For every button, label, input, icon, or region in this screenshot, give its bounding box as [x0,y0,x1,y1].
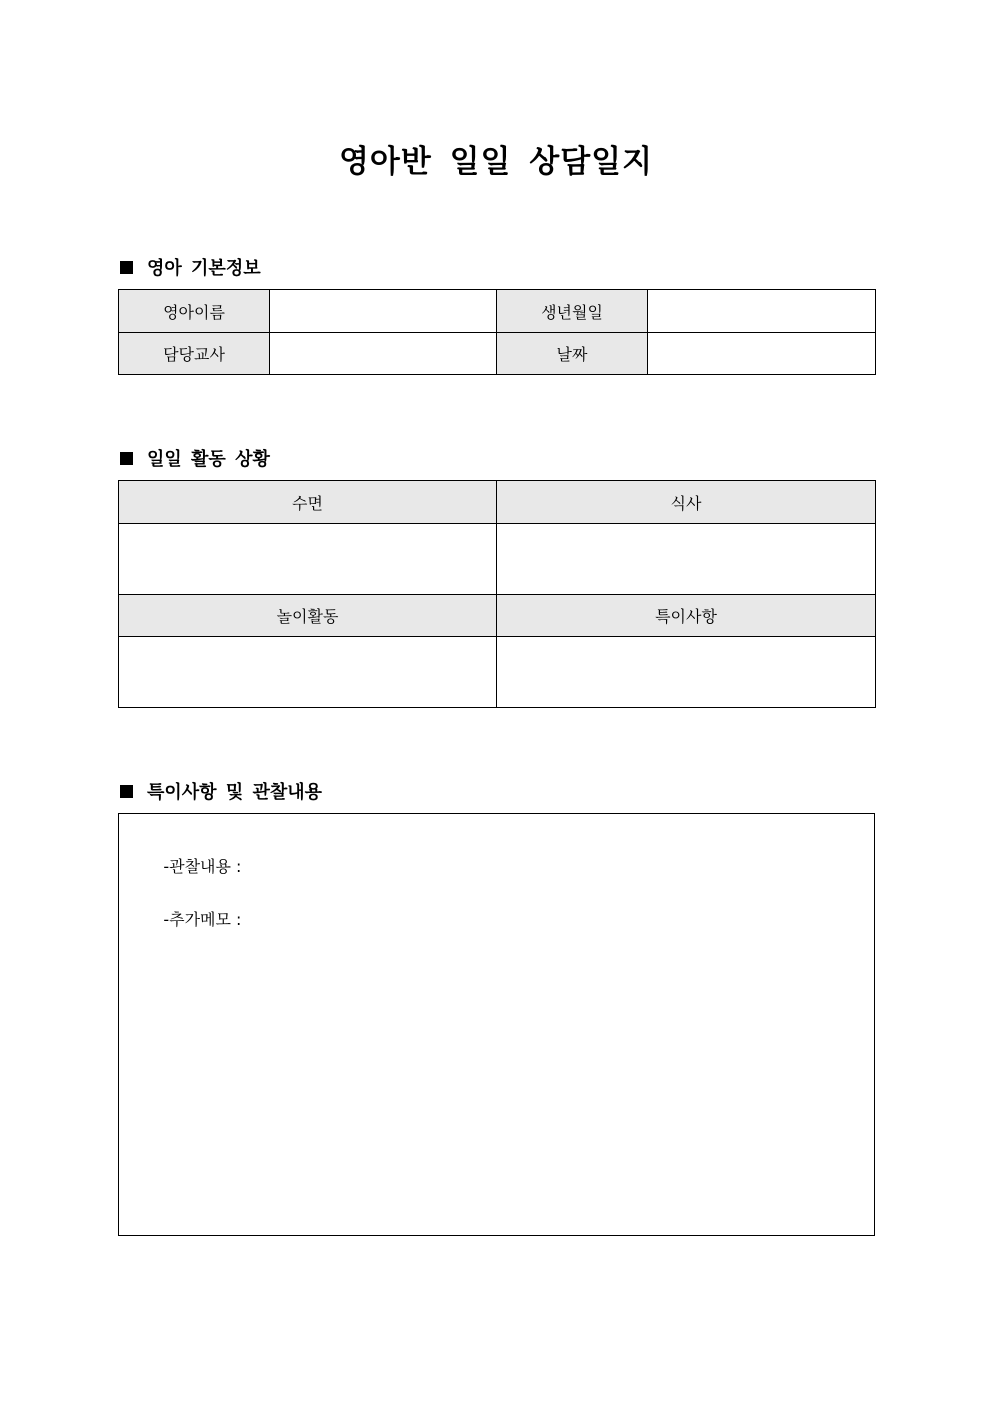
square-bullet-icon [120,452,133,465]
basic-info-heading [118,254,261,280]
date-field[interactable] [648,333,876,375]
additional-memo-line [143,888,241,968]
daily-activity-heading [118,445,270,471]
meal-label: 식사 [497,481,876,524]
daily-activity-table [118,480,876,708]
sleep-label: 수면 [119,481,497,524]
birth-date-field[interactable] [648,290,876,333]
square-bullet-icon [120,261,133,274]
meal-field[interactable] [497,524,876,595]
basic-info-row [119,290,876,333]
activity-header-row [119,481,876,524]
date-label: 날짜 [497,333,648,375]
activity-value-row [119,637,876,708]
activity-header-row [119,595,876,637]
play-activity-label: 놀이활동 [119,595,497,637]
special-notes-label: 특이사항 [497,595,876,637]
activity-value-row [119,524,876,595]
observations-heading [118,778,322,804]
observations-heading-text: 특이사항 및 관찰내용 [147,782,323,803]
observations-memo-box[interactable] [118,813,875,1236]
basic-info-row [119,333,876,375]
sleep-field[interactable] [119,524,497,595]
observation-label: -관찰내용 : [163,857,242,876]
basic-info-table [118,289,876,375]
basic-info-heading-text: 영아 기본정보 [147,258,261,279]
infant-name-field[interactable] [270,290,497,333]
birth-date-label: 생년월일 [497,290,648,333]
infant-name-label: 영아이름 [119,290,270,333]
teacher-field[interactable] [270,333,497,375]
special-notes-field[interactable] [497,637,876,708]
daily-activity-heading-text: 일일 활동 상황 [147,449,270,470]
additional-memo-label: -추가메모 : [163,910,242,929]
page-title: 영아반 일일 상담일지 [338,144,654,180]
play-activity-field[interactable] [119,637,497,708]
square-bullet-icon [120,785,133,798]
teacher-label: 담당교사 [119,333,270,375]
